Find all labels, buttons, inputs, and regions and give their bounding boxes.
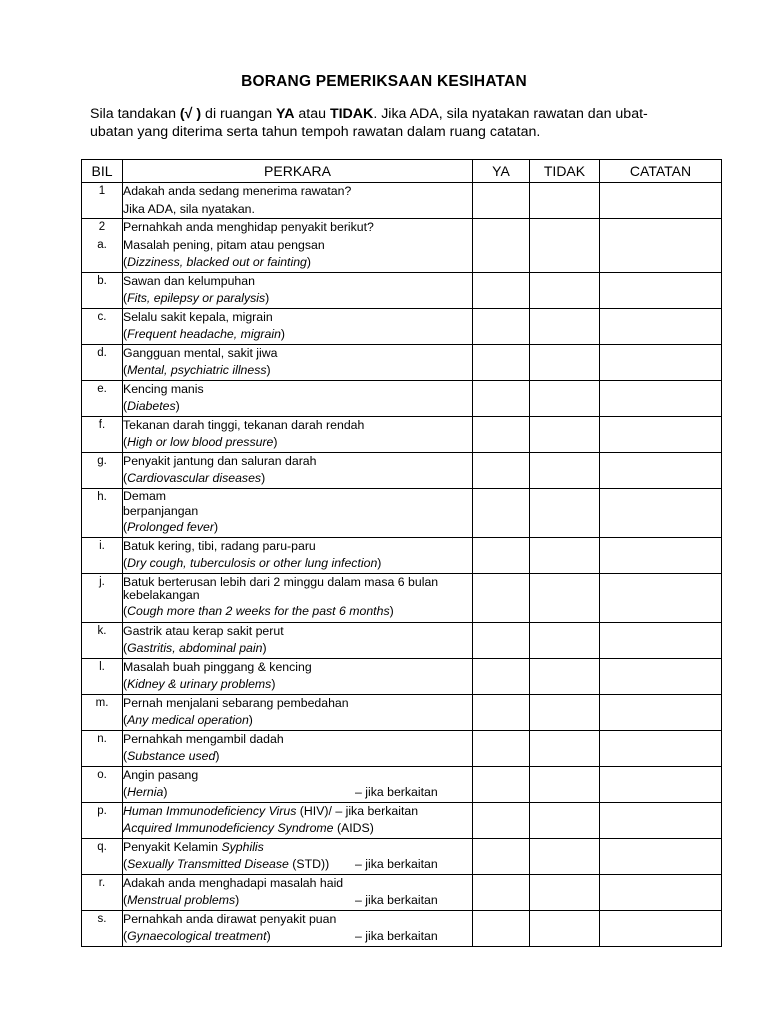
tidak-cell[interactable]	[530, 344, 600, 380]
ya-cell[interactable]	[473, 308, 530, 344]
catatan-cell[interactable]	[600, 416, 722, 452]
table-row	[82, 452, 722, 488]
table-row	[82, 730, 722, 766]
row-description: Pernahkah anda dirawat penyakit puan (Gynaecological treatment) – jika berkaitan	[123, 910, 473, 946]
row-description: Gangguan mental, sakit jiwa (Mental, psychiatric illness)	[123, 344, 473, 380]
tidak-cell[interactable]	[530, 452, 600, 488]
table-row	[82, 573, 722, 622]
ya-cell[interactable]	[473, 910, 530, 946]
table-row	[82, 272, 722, 308]
table-row	[82, 910, 722, 946]
catatan-cell[interactable]	[600, 488, 722, 537]
ya-cell[interactable]	[473, 838, 530, 874]
table-header-row	[82, 160, 722, 183]
row-number: i.	[82, 537, 123, 573]
row-number: r.	[82, 874, 123, 910]
catatan-cell[interactable]	[600, 219, 722, 273]
tidak-cell[interactable]	[530, 488, 600, 537]
row-number: b.	[82, 272, 123, 308]
row-number: g.	[82, 452, 123, 488]
table-row	[82, 766, 722, 802]
table-row	[82, 694, 722, 730]
condition-note: – jika berkaitan	[355, 929, 438, 943]
tidak-cell[interactable]	[530, 380, 600, 416]
row-description: Batuk berterusan lebih dari 2 minggu dalam masa 6 bulan kebelakangan (Cough more than 2 weeks for the past 6 months)	[123, 573, 473, 622]
row-number: p.	[82, 802, 123, 838]
tidak-cell[interactable]	[530, 537, 600, 573]
tidak-cell[interactable]	[530, 272, 600, 308]
row-number: n.	[82, 730, 123, 766]
row-number: o.	[82, 766, 123, 802]
table-row	[82, 183, 722, 219]
row-description: Sawan dan kelumpuhan (Fits, epilepsy or paralysis)	[123, 272, 473, 308]
table-row	[82, 416, 722, 452]
catatan-cell[interactable]	[600, 874, 722, 910]
tidak-cell[interactable]	[530, 802, 600, 838]
catatan-cell[interactable]	[600, 838, 722, 874]
ya-cell[interactable]	[473, 183, 530, 219]
ya-cell[interactable]	[473, 380, 530, 416]
row-description: Penyakit jantung dan saluran darah (Cardiovascular diseases)	[123, 452, 473, 488]
ya-cell[interactable]	[473, 488, 530, 537]
ya-cell[interactable]	[473, 730, 530, 766]
header-ya: YA	[473, 160, 530, 183]
ya-cell[interactable]	[473, 694, 530, 730]
tidak-cell[interactable]	[530, 766, 600, 802]
row-description: Adakah anda menghadapi masalah haid (Menstrual problems) – jika berkaitan	[123, 874, 473, 910]
page-title: BORANG PEMERIKSAAN KESIHATAN	[241, 73, 527, 90]
table-row	[82, 622, 722, 658]
tidak-cell[interactable]	[530, 573, 600, 622]
ya-cell[interactable]	[473, 272, 530, 308]
row-number: j.	[82, 573, 123, 622]
ya-cell[interactable]	[473, 452, 530, 488]
row-description: Selalu sakit kepala, migrain (Frequent headache, migrain)	[123, 308, 473, 344]
row-description: Gastrik atau kerap sakit perut (Gastritis, abdominal pain)	[123, 622, 473, 658]
row-description: Masalah buah pinggang & kencing (Kidney & urinary problems)	[123, 658, 473, 694]
catatan-cell[interactable]	[600, 272, 722, 308]
tidak-cell[interactable]	[530, 416, 600, 452]
tidak-cell[interactable]	[530, 838, 600, 874]
ya-cell[interactable]	[473, 766, 530, 802]
tidak-cell[interactable]	[530, 658, 600, 694]
row-description: Pernah menjalani sebarang pembedahan (Any medical operation)	[123, 694, 473, 730]
table-row	[82, 219, 722, 273]
ya-cell[interactable]	[473, 802, 530, 838]
row-description: Pernahkah mengambil dadah (Substance used)	[123, 730, 473, 766]
catatan-cell[interactable]	[600, 308, 722, 344]
tidak-cell[interactable]	[530, 183, 600, 219]
table-row	[82, 537, 722, 573]
row-number: s.	[82, 910, 123, 946]
catatan-cell[interactable]	[600, 730, 722, 766]
ya-cell[interactable]	[473, 658, 530, 694]
row-number: c.	[82, 308, 123, 344]
check-mark: (√ )	[179, 106, 202, 122]
row-description: Demam berpanjangan (Prolonged fever)	[123, 488, 473, 537]
row-number: d.	[82, 344, 123, 380]
catatan-cell[interactable]	[600, 380, 722, 416]
tidak-cell[interactable]	[530, 308, 600, 344]
catatan-cell[interactable]	[600, 344, 722, 380]
catatan-cell[interactable]	[600, 910, 722, 946]
catatan-cell[interactable]	[600, 694, 722, 730]
ya-cell[interactable]	[473, 219, 530, 273]
row-description: Adakah anda sedang menerima rawatan? Jika ADA, sila nyatakan.	[123, 183, 473, 219]
row-number: h.	[82, 488, 123, 537]
row-number: l.	[82, 658, 123, 694]
row-number: m.	[82, 694, 123, 730]
ya-cell[interactable]	[473, 874, 530, 910]
catatan-cell[interactable]	[600, 573, 722, 622]
ya-cell[interactable]	[473, 622, 530, 658]
tidak-cell[interactable]	[530, 874, 600, 910]
row-description: Human Immunodeficiency Virus (HIV)/ – jika berkaitan Acquired Immunodeficiency Syndrome (AIDS)	[123, 802, 473, 838]
ya-cell[interactable]	[473, 344, 530, 380]
row-description: Pernahkah anda menghidap penyakit berikut? Masalah pening, pitam atau pengsan (Dizziness, blacked out or fainting)	[123, 219, 473, 273]
condition-note: – jika berkaitan	[335, 803, 419, 818]
header-catatan: CATATAN	[600, 160, 722, 183]
instructions: Sila tandakan (√ ) di ruangan YA atau TIDAK. Jika ADA, sila nyatakan rawatan dan ubat- ubatan yang diterima serta tahun tempoh rawatan dalam ruang catatan.	[90, 106, 648, 140]
tidak-cell[interactable]	[530, 910, 600, 946]
condition-note: – jika berkaitan	[355, 857, 438, 871]
row-number: 2 a.	[82, 219, 123, 273]
table-row	[82, 308, 722, 344]
condition-note: – jika berkaitan	[355, 893, 438, 907]
table-row	[82, 874, 722, 910]
health-check-table	[81, 159, 722, 947]
row-description: Tekanan darah tinggi, tekanan darah rendah (High or low blood pressure)	[123, 416, 473, 452]
header-bil: BIL	[82, 160, 123, 183]
ya-cell[interactable]	[473, 573, 530, 622]
row-description: Batuk kering, tibi, radang paru-paru (Dry cough, tuberculosis or other lung infection)	[123, 537, 473, 573]
row-description: Angin pasang (Hernia) – jika berkaitan	[123, 766, 473, 802]
header-tidak: TIDAK	[530, 160, 600, 183]
row-number: e.	[82, 380, 123, 416]
table-row	[82, 380, 722, 416]
table-row	[82, 658, 722, 694]
tidak-cell[interactable]	[530, 730, 600, 766]
catatan-cell[interactable]	[600, 622, 722, 658]
row-description: Kencing manis (Diabetes)	[123, 380, 473, 416]
catatan-cell[interactable]	[600, 802, 722, 838]
catatan-cell[interactable]	[600, 658, 722, 694]
row-number: 1	[82, 183, 123, 219]
header-perkara: PERKARA	[123, 160, 473, 183]
table-row	[82, 838, 722, 874]
tidak-cell[interactable]	[530, 219, 600, 273]
ya-cell[interactable]	[473, 416, 530, 452]
table-row	[82, 802, 722, 838]
catatan-cell[interactable]	[600, 766, 722, 802]
row-number: k.	[82, 622, 123, 658]
catatan-cell[interactable]	[600, 183, 722, 219]
row-number: f.	[82, 416, 123, 452]
condition-note: – jika berkaitan	[355, 785, 438, 799]
table-row	[82, 488, 722, 537]
tidak-cell[interactable]	[530, 622, 600, 658]
catatan-cell[interactable]	[600, 537, 722, 573]
tidak-cell[interactable]	[530, 694, 600, 730]
catatan-cell[interactable]	[600, 452, 722, 488]
row-description: Penyakit Kelamin Syphilis (Sexually Transmitted Disease (STD)) – jika berkaitan	[123, 838, 473, 874]
table-row	[82, 344, 722, 380]
ya-cell[interactable]	[473, 537, 530, 573]
row-number: q.	[82, 838, 123, 874]
